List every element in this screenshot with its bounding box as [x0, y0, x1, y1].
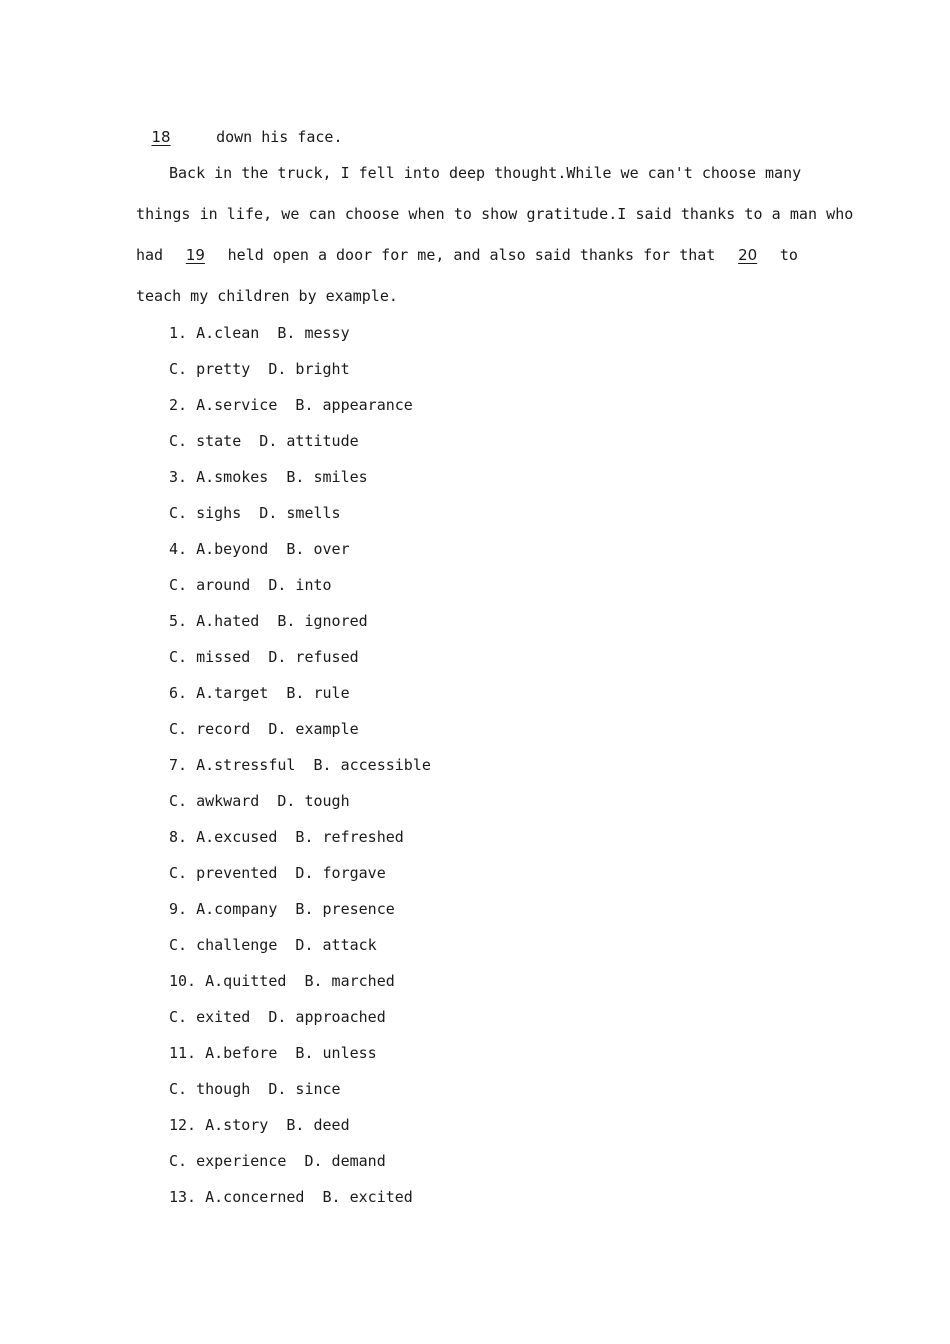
option-line: C. experience D. demand	[169, 1152, 386, 1170]
option-line: C. though D. since	[169, 1080, 341, 1098]
option-line: C. record D. example	[169, 720, 359, 738]
option-line: C. prevented D. forgave	[169, 864, 386, 882]
blank-19: 19	[185, 246, 205, 264]
blank-20: 20	[738, 246, 758, 264]
passage-line-1	[136, 127, 343, 147]
option-line: C. sighs D. smells	[169, 504, 341, 522]
option-line: C. challenge D. attack	[169, 936, 377, 954]
passage-line-2: Back in the truck, I fell into deep thought.While we can't choose many	[169, 164, 802, 182]
option-line: 4. A.beyond B. over	[169, 540, 350, 558]
option-line: 8. A.excused B. refreshed	[169, 828, 404, 846]
passage-text: to	[779, 246, 798, 264]
option-line: 12. A.story B. deed	[169, 1116, 350, 1134]
option-line: 6. A.target B. rule	[169, 684, 350, 702]
passage-text: things in life, we can choose when to show gratitude.I said thanks to a man who	[136, 205, 854, 223]
option-line: C. around D. into	[169, 576, 332, 594]
option-line: C. awkward D. tough	[169, 792, 350, 810]
passage-line-5: teach my children by example.	[136, 287, 398, 305]
option-line: C. missed D. refused	[169, 648, 359, 666]
option-line: 5. A.hated B. ignored	[169, 612, 368, 630]
option-line: 2. A.service B. appearance	[169, 396, 413, 414]
option-line: C. exited D. approached	[169, 1008, 386, 1026]
option-line: 13. A.concerned B. excited	[169, 1188, 413, 1206]
passage-text: had	[136, 246, 164, 264]
option-line: 7. A.stressful B. accessible	[169, 756, 431, 774]
blank-18: 18	[151, 128, 171, 146]
option-line: 9. A.company B. presence	[169, 900, 395, 918]
passage-text: held open a door for me, and also said thanks for that	[227, 246, 716, 264]
passage-text: down his face.	[216, 128, 343, 146]
passage-line-4	[136, 245, 798, 265]
option-line: C. state D. attitude	[169, 432, 359, 450]
passage-line-3	[136, 204, 854, 224]
option-line: 11. A.before B. unless	[169, 1044, 377, 1062]
option-line: C. pretty D. bright	[169, 360, 350, 378]
option-line: 1. A.clean B. messy	[169, 324, 350, 342]
option-line: 10. A.quitted B. marched	[169, 972, 395, 990]
option-line: 3. A.smokes B. smiles	[169, 468, 368, 486]
